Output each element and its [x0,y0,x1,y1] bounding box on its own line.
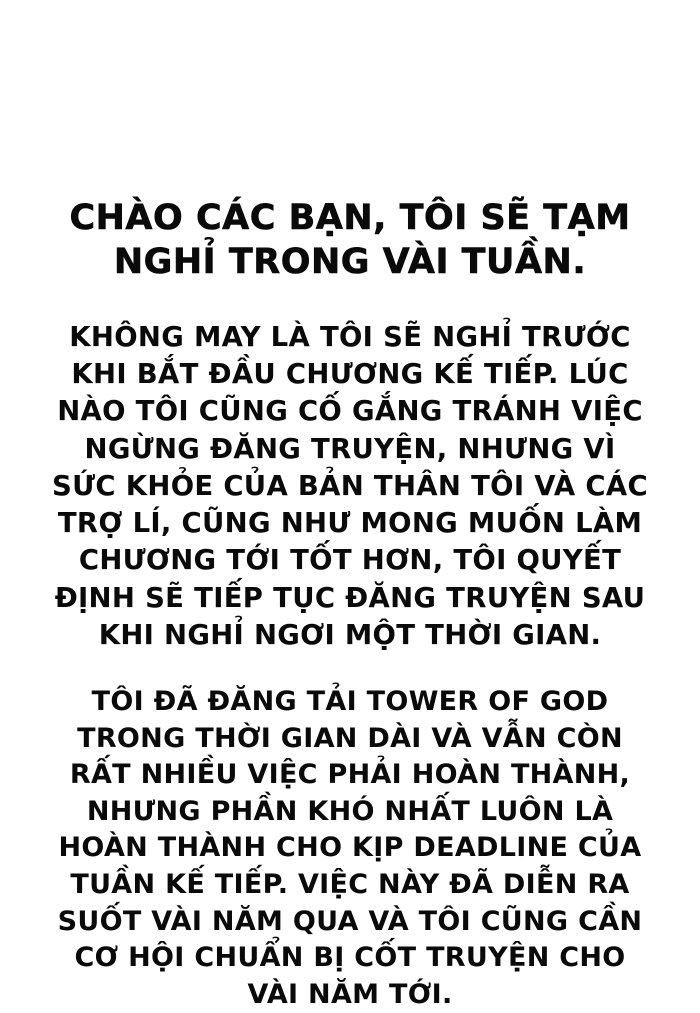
notice-headline: CHÀO CÁC BẠN, TÔI SẼ TẠM NGHỈ TRONG VÀI TUẦN. [69,198,631,283]
notice-text-block [0,196,700,1013]
notice-paragraph-1: KHÔNG MAY LÀ TÔI SẼ NGHỈ TRƯỚC KHI BẮT ĐẦU CHƯƠNG KẾ TIẾP. LÚC NÀO TÔI CŨNG CỐ GẮNG TRÁNH VIỆC NGỪNG ĐĂNG TRUYỆN, NHƯNG VÌ SỨC KHỎE CỦA BẢN THÂN TÔI VÀ CÁC TRỢ LÍ, CŨNG NHƯ MONG MUỐN LÀM CHƯƠNG TỚI TỐT HƠN, TÔI QUYẾT ĐỊNH SẼ TIẾP TỤC ĐĂNG TRUYỆN SAU KHI NGHỈ NGƠI MỘT THỜI GIAN. [52,320,648,651]
notice-paragraph-2: TÔI ĐÃ ĐĂNG TẢI TOWER OF GOD TRONG THỜI GIAN DÀI VÀ VẪN CÒN RẤT NHIỀU VIỆC PHẢI HOÀN THÀNH, NHƯNG PHẦN KHÓ NHẤT LUÔN LÀ HOÀN THÀNH CHO KỊP DEADLINE CỦA TUẦN KẾ TIẾP. VIỆC NÀY ĐÃ DIỄN RA SUỐT VÀI NĂM QUA VÀ TÔI CŨNG CẦN CƠ HỘI CHUẨN BỊ CỐT TRUYỆN CHO VÀI NĂM TỚI. [57,686,643,1010]
